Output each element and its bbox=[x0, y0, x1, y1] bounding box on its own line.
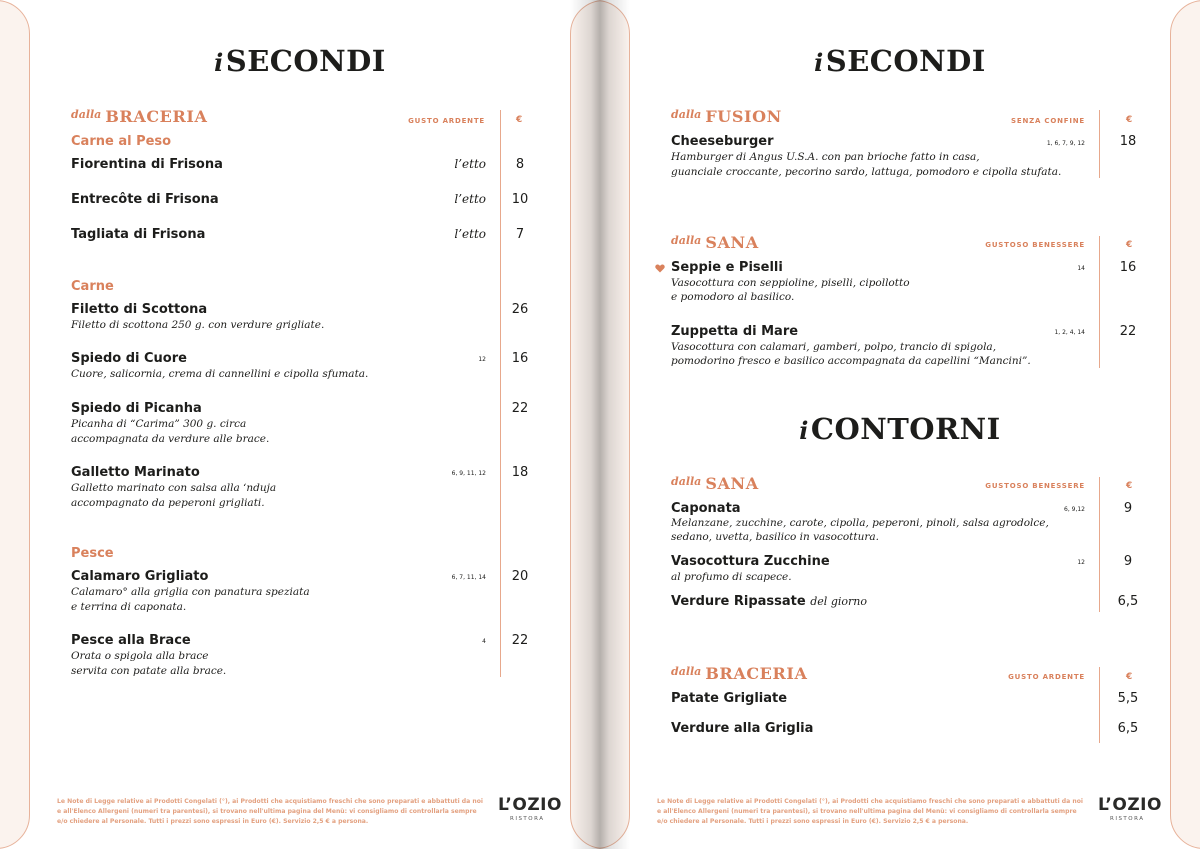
price-divider bbox=[1099, 667, 1100, 743]
item-description: Filetto di scottona 250 g. con verdure grigliate. bbox=[71, 319, 325, 331]
spine-shadow bbox=[570, 0, 600, 849]
allergen-codes: 6, 7, 11, 14 bbox=[451, 574, 486, 581]
item-price: 6,5 bbox=[1117, 594, 1139, 609]
brand-logo-subtitle: RISTORA bbox=[510, 816, 545, 822]
currency-symbol: € bbox=[1126, 115, 1133, 125]
section-header-sana: $^{dalla}$ SANA bbox=[671, 233, 759, 252]
allergen-codes: 12 bbox=[478, 356, 486, 363]
right-page bbox=[600, 0, 1200, 849]
page-title: iSECONDI bbox=[214, 44, 386, 78]
item-description: e pomodoro al basilico. bbox=[671, 291, 795, 303]
item-price: 22 bbox=[511, 633, 529, 648]
item-price: 8 bbox=[515, 157, 525, 172]
item-qualifier: del giorno bbox=[810, 595, 867, 608]
allergen-codes: 1, 6, 7, 9, 12 bbox=[1046, 140, 1085, 147]
item-name: Fiorentina di Frisona bbox=[71, 157, 223, 172]
category-carne-al-peso: Carne al Peso bbox=[71, 134, 172, 149]
item-price: 16 bbox=[511, 351, 529, 366]
allergen-codes: 1, 2, 4, 14 bbox=[1054, 329, 1085, 336]
item-name: Zuppetta di Mare bbox=[671, 324, 799, 339]
item-price: 18 bbox=[1119, 134, 1137, 149]
item-name: Filetto di Scottona bbox=[71, 302, 208, 317]
currency-symbol: € bbox=[1126, 481, 1133, 491]
item-price: 18 bbox=[511, 465, 529, 480]
item-description: al profumo di scapece. bbox=[671, 571, 792, 583]
item-price: 10 bbox=[511, 192, 529, 207]
section-subtitle: GUSTOSO BENESSERE bbox=[985, 241, 1085, 249]
allergen-codes: 6, 9,12 bbox=[1064, 506, 1085, 513]
item-description: Vasocottura con seppioline, piselli, cipollotto bbox=[671, 277, 910, 289]
currency-symbol: € bbox=[1126, 240, 1133, 250]
section-header-sana: $^{dalla}$ SANA bbox=[671, 474, 759, 493]
item-description: e terrina di caponata. bbox=[71, 601, 187, 613]
item-name: Pesce alla Brace bbox=[71, 633, 191, 648]
item-name: Spiedo di Cuore bbox=[71, 351, 187, 366]
currency-symbol: € bbox=[516, 115, 523, 125]
item-name: Spiedo di Picanha bbox=[71, 401, 202, 416]
item-description: guanciale croccante, pecorino sardo, lattuga, pomodoro e cipolla stufata. bbox=[671, 166, 1062, 178]
item-description: Picanha di “Carima” 300 g. circa bbox=[71, 418, 247, 430]
allergen-codes: 12 bbox=[1077, 559, 1085, 566]
item-description: Orata o spigola alla brace bbox=[71, 650, 209, 662]
item-description: servita con patate alla brace. bbox=[71, 665, 227, 677]
item-description: Galletto marinato con salsa alla ‘nduja bbox=[71, 482, 277, 494]
section-subtitle: SENZA CONFINE bbox=[1011, 117, 1085, 125]
item-name: Vasocottura Zucchine bbox=[671, 554, 830, 569]
allergen-codes: 6, 9, 11, 12 bbox=[451, 470, 486, 477]
price-divider bbox=[1099, 236, 1100, 368]
item-name: Galletto Marinato bbox=[71, 465, 200, 480]
item-price: 22 bbox=[1119, 324, 1137, 339]
item-description: pomodorino fresco e basilico accompagnata da capellini “Mancini”. bbox=[671, 355, 1031, 367]
page-edge-tab bbox=[0, 0, 30, 849]
section-subtitle: GUSTO ARDENTE bbox=[408, 117, 485, 125]
section-subtitle: GUSTOSO BENESSERE bbox=[985, 482, 1085, 490]
section-header-fusion: $^{dalla}$ FUSION bbox=[671, 107, 782, 126]
item-price: 22 bbox=[511, 401, 529, 416]
category-carne: Carne bbox=[71, 279, 114, 294]
item-description: sedano, uvetta, basilico in vasocottura. bbox=[671, 531, 879, 543]
brand-logo: L’OZIO bbox=[1098, 795, 1162, 815]
item-description: Cuore, salicornia, crema di cannellini e cipolla sfumata. bbox=[71, 368, 369, 380]
item-name: Patate Grigliate bbox=[671, 691, 788, 706]
heart-icon bbox=[655, 264, 665, 273]
contorni-title: iCONTORNI bbox=[799, 412, 1001, 446]
item-price: 7 bbox=[515, 227, 525, 242]
price-divider bbox=[1099, 477, 1100, 612]
item-name: Verdure Ripassate del giorno bbox=[671, 594, 867, 609]
item-qualifier: l’etto bbox=[454, 157, 486, 171]
allergen-codes: 14 bbox=[1077, 265, 1085, 272]
section-subtitle: GUSTO ARDENTE bbox=[1008, 673, 1085, 681]
section-header-braceria: $^{dalla}$ BRACERIA bbox=[71, 107, 208, 126]
item-price: 16 bbox=[1119, 260, 1137, 275]
brand-logo-subtitle: RISTORA bbox=[1110, 816, 1145, 822]
item-name: Seppie e Piselli bbox=[671, 260, 783, 275]
item-description: Melanzane, zucchine, carote, cipolla, peperoni, pinoli, salsa agrodolce, bbox=[671, 517, 1049, 529]
item-qualifier: l’etto bbox=[454, 192, 486, 206]
item-description: accompagnata da verdure alle brace. bbox=[71, 433, 270, 445]
legal-footer: Le Note di Legge relative ai Prodotti Congelati (°), ai Prodotti che acquistiamo freschi che sono preparati e abbattuti da noi e all'Elenco Allergeni (numeri tra parentesi), si trovano nell'ultima pagina del Menù: vi consigliamo di controllarla sempre e/o chiedere al Personale. Tutti i prezzi sono espressi in Euro (€). Servizio 2,5 € a persona. bbox=[57, 798, 483, 825]
item-description: Calamaro° alla griglia con panatura speziata bbox=[71, 586, 310, 598]
item-name: Calamaro Grigliato bbox=[71, 569, 209, 584]
item-name: Entrecôte di Frisona bbox=[71, 192, 219, 207]
legal-footer: Le Note di Legge relative ai Prodotti Congelati (°), ai Prodotti che acquistiamo freschi che sono preparati e abbattuti da noi e all'Elenco Allergeni (numeri tra parentesi), si trovano nell'ultima pagina del Menù: vi consigliamo di controllarla sempre e/o chiedere al Personale. Tutti i prezzi sono espressi in Euro (€). Servizio 2,5 € a persona. bbox=[657, 798, 1083, 825]
item-price: 20 bbox=[511, 569, 529, 584]
section-header-braceria: $^{dalla}$ BRACERIA bbox=[671, 664, 808, 683]
item-price: 9 bbox=[1123, 554, 1133, 569]
page-title: iSECONDI bbox=[814, 44, 986, 78]
category-pesce: Pesce bbox=[71, 546, 114, 561]
item-description: Hamburger di Angus U.S.A. con pan brioche fatto in casa, bbox=[671, 151, 980, 163]
price-divider bbox=[1099, 110, 1100, 178]
item-description: accompagnato da peperoni grigliati. bbox=[71, 497, 265, 509]
currency-symbol: € bbox=[1126, 672, 1133, 682]
item-price: 6,5 bbox=[1117, 721, 1139, 736]
brand-logo: L’OZIO bbox=[498, 795, 562, 815]
item-name: Caponata bbox=[671, 501, 741, 516]
item-price: 5,5 bbox=[1117, 691, 1139, 706]
item-name: Verdure alla Griglia bbox=[671, 721, 814, 736]
item-price: 9 bbox=[1123, 501, 1133, 516]
item-qualifier: l’etto bbox=[454, 227, 486, 241]
item-description: Vasocottura con calamari, gamberi, polpo, trancio di spigola, bbox=[671, 341, 997, 353]
item-name: Tagliata di Frisona bbox=[71, 227, 206, 242]
allergen-codes: 4 bbox=[482, 638, 486, 645]
item-name: Cheeseburger bbox=[671, 134, 774, 149]
item-price: 26 bbox=[511, 302, 529, 317]
